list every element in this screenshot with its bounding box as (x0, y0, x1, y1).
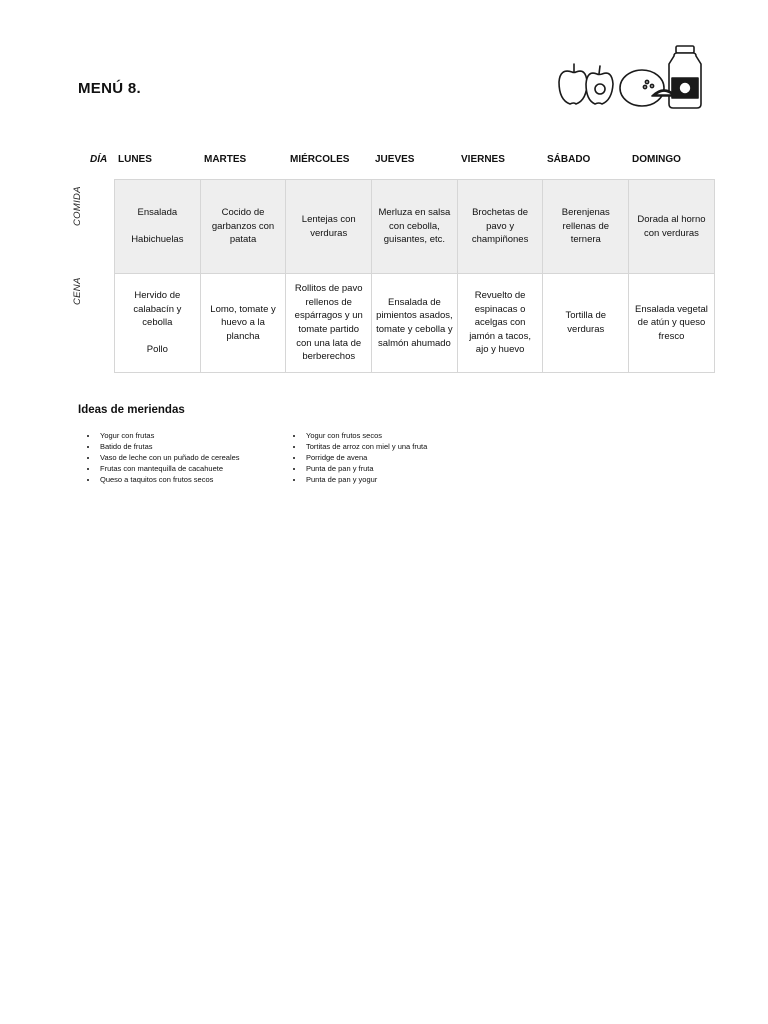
fruit-and-juice-icon (556, 44, 708, 110)
table-cell: Dorada al horno con verduras (629, 180, 715, 274)
row-label-comida: COMIDA (72, 186, 83, 226)
list-item: • Punta de pan y fruta (304, 463, 427, 474)
table-row-comida (115, 180, 715, 274)
table-cell: Rollitos de pavo rellenos de espárragos y un tomate partido con una lata de berberechos (286, 274, 372, 373)
list-item: • Punta de pan y yogur (304, 474, 427, 485)
day-header-sabado: SÁBADO (547, 154, 591, 165)
table-cell: Merluza en salsa con cebolla, guisantes, etc. (372, 180, 458, 274)
list-item: • Yogur con frutos secos (304, 430, 427, 441)
table-cell: Ensalada Habichuelas (115, 180, 201, 274)
table-cell: Berenjenas rellenas de ternera (543, 180, 629, 274)
list-item: • Frutas con mantequilla de cacahuete (98, 463, 240, 474)
list-item: • Porridge de avena (304, 452, 427, 463)
list-item: • Queso a taquitos con frutos secos (98, 474, 240, 485)
day-header-domingo: DOMINGO (632, 154, 681, 165)
page-title: MENÚ 8. (78, 80, 141, 97)
table-cell: Lomo, tomate y huevo a la plancha (201, 274, 287, 373)
row-label-cena: CENA (72, 277, 83, 305)
menu-grid (114, 179, 715, 373)
table-cell: Tortilla de verduras (543, 274, 629, 373)
snack-list-left (78, 430, 240, 485)
table-cell: Ensalada de pimientos asados, tomate y cebolla y salmón ahumado (372, 274, 458, 373)
table-cell: Lentejas con verduras (286, 180, 372, 274)
list-item: • Batido de frutas (98, 441, 240, 452)
day-header-martes: MARTES (204, 154, 247, 165)
snack-list-right (284, 430, 427, 485)
list-item: • Yogur con frutas (98, 430, 240, 441)
day-column-label: DÍA (90, 154, 108, 165)
snacks-title: Ideas de meriendas (78, 404, 185, 416)
table-cell: Brochetas de pavo y champiñones (458, 180, 544, 274)
table-cell: Revuelto de espinacas o acelgas con jamón a tacos, ajo y huevo (458, 274, 544, 373)
table-cell: Ensalada vegetal de atún y queso fresco (629, 274, 715, 373)
table-row-cena (115, 274, 715, 373)
day-header-lunes: LUNES (118, 154, 152, 165)
day-header-jueves: JUEVES (375, 154, 415, 165)
table-cell: Cocido de garbanzos con patata (201, 180, 287, 274)
day-header-miercoles: MIÉRCOLES (290, 154, 350, 165)
list-item: • Vaso de leche con un puñado de cereales (98, 452, 240, 463)
table-cell: Hervido de calabacín y cebolla Pollo (115, 274, 201, 373)
day-header-viernes: VIERNES (461, 154, 505, 165)
list-item: • Tortitas de arroz con miel y una fruta (304, 441, 427, 452)
